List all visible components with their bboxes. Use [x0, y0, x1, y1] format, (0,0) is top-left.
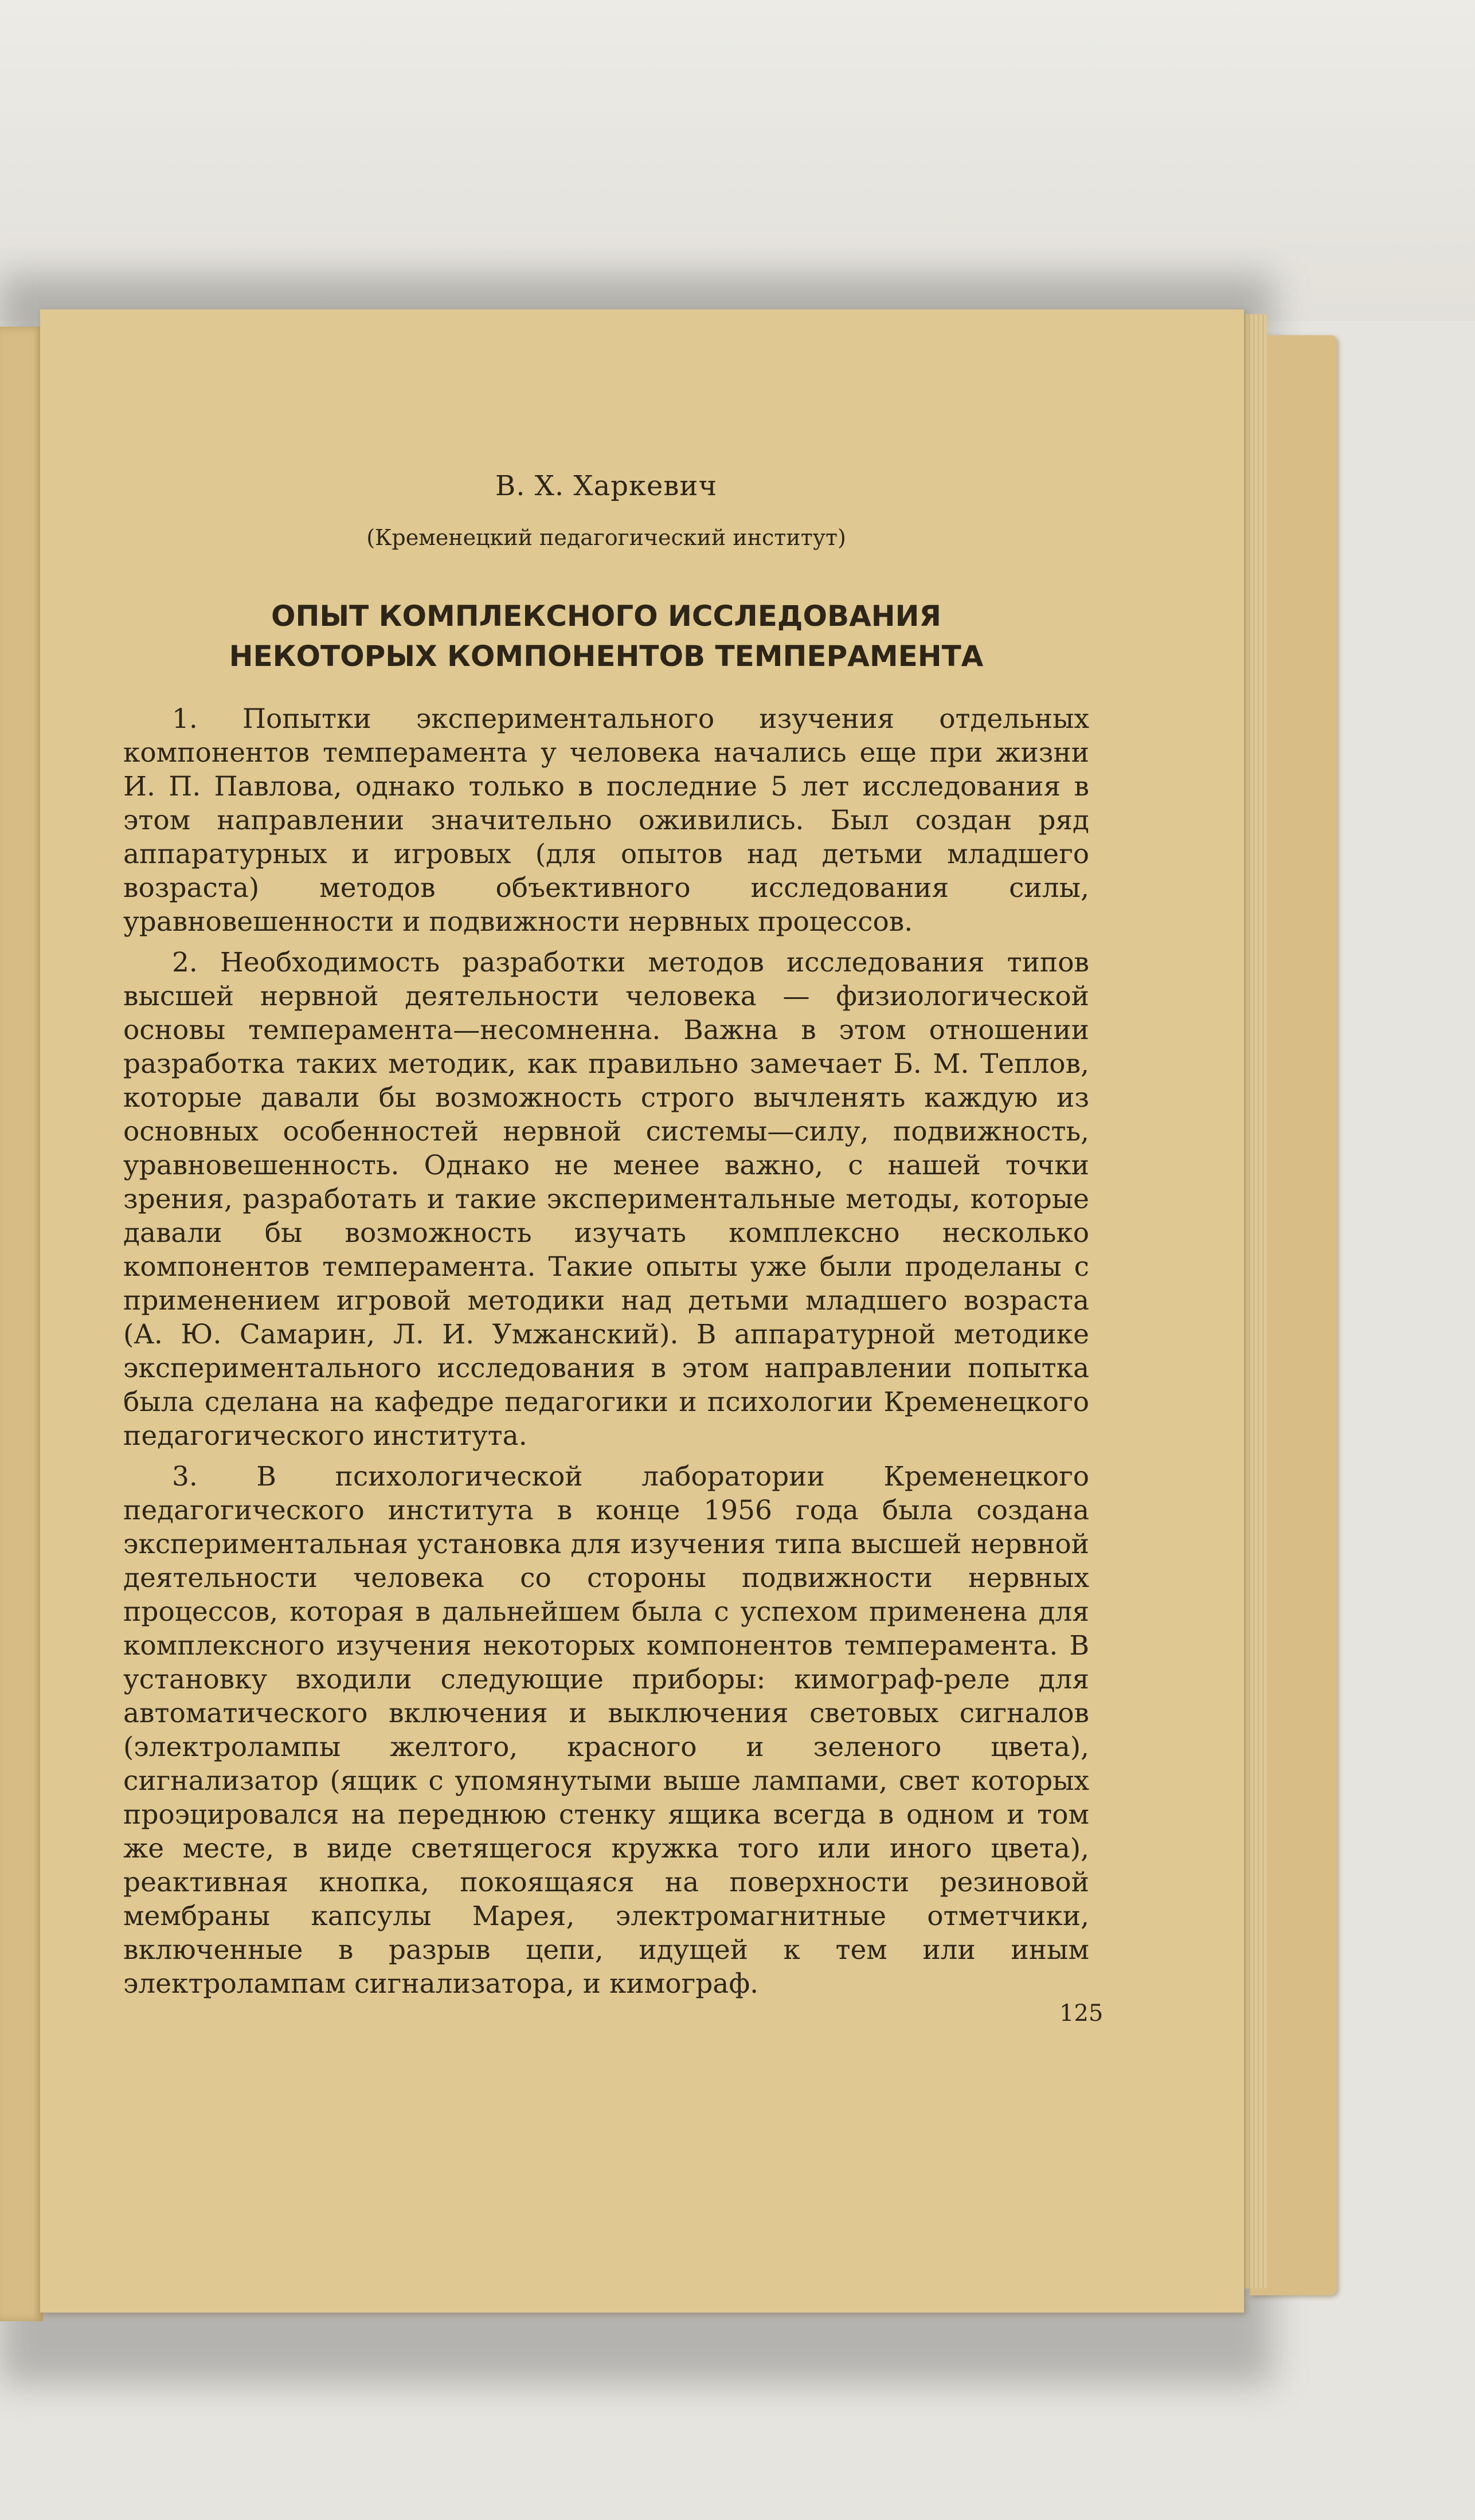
article — [123, 470, 1089, 2008]
author-affiliation: (Кременецкий педагогический институт) — [366, 525, 846, 550]
paragraph-3: 3. В психологической лаборатории Кременецкого педагогического института в конце 1956 года была создана экспериментальная установка для изучения типа высшей нервной деятельности человека со стороны подвижности нервных процессов, которая в дальнейшем была с успехом применена для комплексного изучения некоторых компонентов темперамента. В установку входили следующие приборы: кимограф-реле для автоматического включения и выключения световых сигналов (электролампы желтого, красного и зеленого цвета), сигнализатор (ящик с упомянутыми выше лампами, свет которых проэцировался на переднюю стенку ящика всегда в одном и том же месте, в виде светящегося кружка того или иного цвета), реактивная кнопка, покоящаяся на поверхности резиновой мембраны капсулы Марея, электромагнитные отметчики, включенные в разрыв цепи, идущей к тем или иным электролампам сигнализатора, и кимограф. — [123, 1461, 1089, 2000]
title-line-2: НЕКОТОРЫХ КОМПОНЕНТОВ ТЕМПЕРАМЕНТА — [229, 640, 984, 673]
author-name: В. Х. Харкевич — [495, 470, 718, 502]
left-page-edge — [0, 327, 43, 2321]
page-number: 125 — [1059, 2000, 1104, 2027]
title-line-1: ОПЫТ КОМПЛЕКСНОГО ИССЛЕДОВАНИЯ — [271, 599, 941, 633]
background — [0, 0, 1475, 321]
article-title — [123, 596, 1089, 676]
paragraph-1: 1. Попытки экспериментального изучения отдельных компонентов темперамента у человека начались еще при жизни И. П. Павлова, однако только в последние 5 лет исследования в этом направлении значительно оживились. Был создан ряд аппаратурных и игровых (для опытов над детьми младшего возраста) методов объективного исследования силы, уравновешенности и подвижности нервных процессов. — [123, 703, 1089, 938]
paragraph-2: 2. Необходимость разработки методов исследования типов высшей нервной деятельности человека — физиологической основы темперамента—несомненна. Важна в этом отношении разработка таких методик, как правильно замечает Б. М. Теплов, которые давали бы возможность строго вычленять каждую из основных особенностей нервной системы—силу, подвижность, уравновешенность. Однако не менее важно, с нашей точки зрения, разработать и такие экспериментальные методы, которые давали бы возможность изучать комплексно несколько компонентов темперамента. Такие опыты уже были проделаны с применением игровой методики над детьми младшего возраста (А. Ю. Самарин, Л. И. Умжанский). В аппаратурной методике экспериментального исследования в этом направлении попытка была сделана на кафедре педагогики и психологии Кременецкого педагогического института. — [123, 947, 1089, 1452]
